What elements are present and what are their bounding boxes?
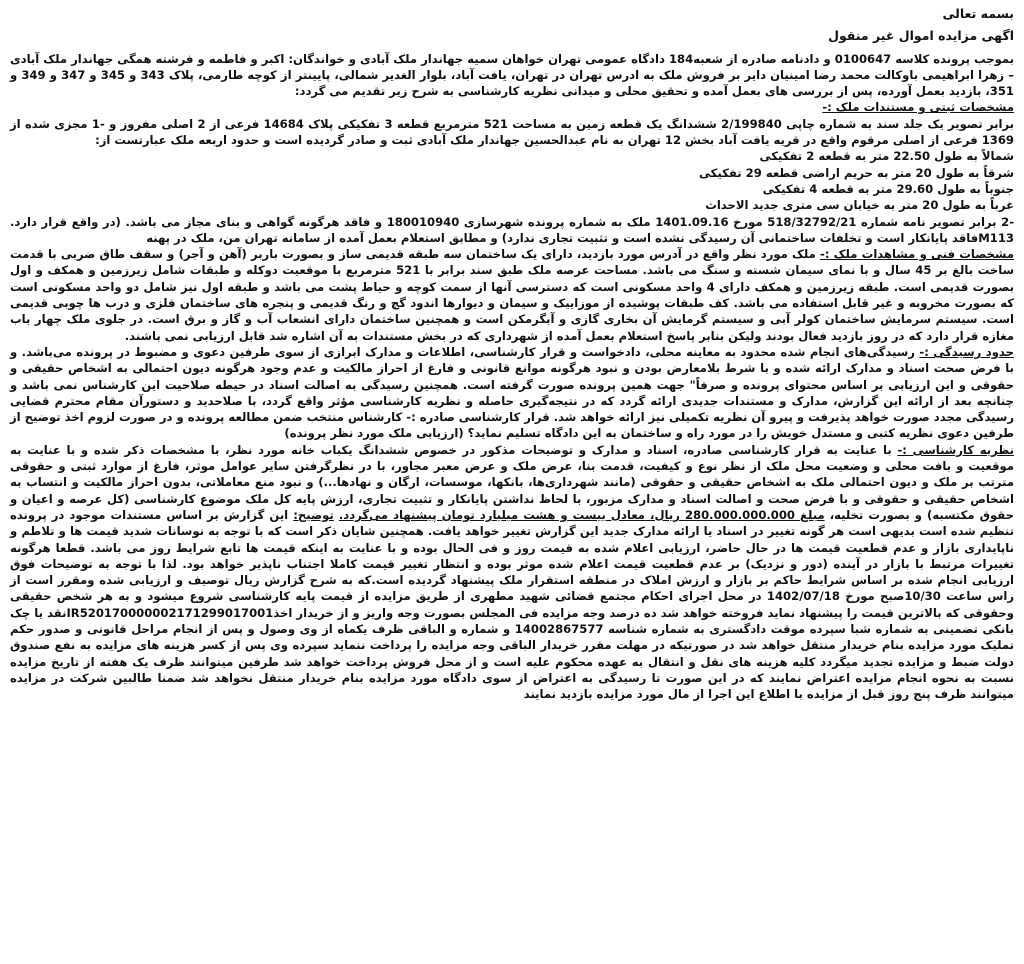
border-south: جنوباً به طول 29.60 متر به قطعه 4 تفکیکی [762,181,1014,196]
registry-heading: مشخصات ثبتی و مستندات ملک :- [822,100,1014,115]
auction-terms-text: این گزارش بر اساس مستندات موجود در پرونده تنظیم شده است بدیهی است هر گونه تغییر در اسناد یا ارائه مدارک جدید این گزارش تغییر خواهد یافت. همچنین شایان ذکر است که با توجه به نوسانات شدید قیمت ها و تلاطم و ناپایداری بازار و عدم قطعیت قیمت ها در حال حاضر، ارزیابی اعلام شده به قیمت روز و فی الحال بوده و با عنایت به اینکه قیمت ها تابع شرایط روز می باشد. قطعا هرگونه تغییرات مرتبط با بازار در آینده (دور و نزدیک) بر عدم قطعیت قیمت اعلام شده موثر بوده و انتظار تغییر قیمت کاملا اجتناب ناپذیر خواهد بود. لذا با توجه به توضیحات فوق ارزیابی انجام شده بر اساس شرایط حاکم بر بازار و ارزش املاک در منطقه استقرار ملک پیشنهاد گردیده است.که به شرح گزارش ریال توصیف و ارزیابی شده ومقرر است از راس ساعت 10/30صبح مورخ 1402/07/18 در محل اجرای احکام مجتمع قضائی شهید مطهری از طریق مزایده از قیمت پایه کارشناسی شروع میشود و به هر شخص حقیقی وحقوقی که بالاترین قیمت را پیشنهاد نماید فروخته خواهد شد ده درصد وجه مزایده فی المجلس بصورت وجه واریز و از خریدار اخذIR520170000002171299017001نقد یا چک بانکی تضمینی به شماره شبا سپرده موقت دادگستری به شماره شناسه 14002867577 و شماره و الباقی ظرف یکماه از وی وصول و پس از انجام مراحل قانونی و صدور حکم تملیک مورد مزایده بنام خریدار منتقل خواهد شد در صورتیکه در مهلت مقرر خریدار الباقی وجه مزایده را پرداخت ننماید سپرده وی پس از کسر هزینه های مزایده به نفع صندوق دولت ضبط و مزایده تجدید میگردد کلیه هزینه های نقل و انتقال به عهده محکوم علیه است و از محل فروش پرداخت خواهد شد طرفین میتوانند ظرف یک هفته از تاریخ مزایده نسبت به نحوه انجام مزایده اعتراض نمایند که در این صورت تا رسیدگی به اعتراض از سوی دادگاه مورد مزایده بنام خریدار منتقل نخواهد شد ضمنا طالبین شرکت در مزایده میتوانند ظرف پنج روز قبل از مزایده با اطلاع این اجرا از مال مورد مزایده بازدید نمایند [10,507,1015,702]
note-label: توضیح: [293,507,334,522]
intro-paragraph: بموجب پرونده کلاسه 0100647 و دادنامه صادره از شعبه184 دادگاه عمومی تهران خواهان سمیه جهاندار ملک آبادی و خواندگان: اکبر و فاطمه و فرشته همگی جهاندار ملک آبادی – زهرا ابراهیمی باوکالت محمد رضا امینیان دایر بر فروش ملک به ادرس تهران در تهران، یافت آباد، بلوار الغدیر شمالی، پایینتر از کوچه طارمی، پلاک 343 و 345 و 347 و 349 و 351، بازدید بعمل آورده، پس از بررسی های بعمل آمده و تحقیق محلی و میدانی نظریه کارشناسی به شرح زیر تقدیم می گردد: [10,51,1014,99]
registry-item-1: برابر تصویر یک جلد سند به شماره چاپی 2/199840 ششدانگ یک قطعه زمین به مساحت 521 مترمربع قطعه 3 تفکیکی پلاک 14684 فرعی از 2 اصلی مفروز و -1 مجزی شده از 1369 فرعی از اصلی مرقوم واقع در قریه یافت آباد بخش 12 تهران به نام عبدالحسین جهاندار ملک آبادی ثبت و صادر گردیده است و حدود اربعه ملک عبارتست از: [10,116,1015,148]
border-west: غرباً به طول 20 متر به خیابان سی متری جدید الاحداث [705,198,1014,213]
scope-paragraph [10,344,1014,442]
technical-text: ملک مورد نظر واقع در آدرس مورد بازدید، دارای یک ساختمان سه طبقه قدیمی ساز و بصورت باربر (آهن و آجر) و سقف طاق ضربی با قدمت ساخت بالغ بر 45 سال و با نمای سیمان شسته و سنگ می باشد. مساحت عرصه ملک طبق سند برابر با 521 مترمربع با موقعیت دوکله و طبقات شامل زیرزمین و همکف و اول بصورت قدیمی است. طبقه زیرزمین و همکف دارای 4 واحد مسکونی است که دسترسی آنها از سمت کوچه و حیاط پشت می باشد و طبقه اول نیز شامل دو واحد مسکونی است که بصورت مخروبه و غیر قابل استفاده می باشد. کف طبقات پوشیده از موزاییک و سیمان و دیوارها اندود گچ و رنگ قدیمی و پنجره های ساختمان فلزی و درب ها چوبی قدیمی است. سیستم سرمایش ساختمان کولر آبی و سیستم گرمایش آن بخاری گازی و آبگرمکن است و همچنین ساختمان دارای انشعاب آب و گاز و برق است. در جلوی ملک چهار باب مغازه قرار دارد که در روز بازدید فعال بودند ولیکن بنابر پاسخ استعلام بعمل آمده از شهرداری که در بخش مستندات به آن اشاره شد قابل ارزیابی نمی باشند. [10,247,1014,343]
appraised-price: مبلغ 280.000.000.000 ریال، معادل بیست و هشت میلیارد تومان پیشنهاد می‌گردد. [338,507,825,522]
opinion-paragraph [10,442,1014,703]
technical-paragraph [10,246,1014,344]
opinion-heading: نظریه کارشناسی :- [897,442,1015,457]
registry-item-2: -2 برابر تصویر نامه شماره 518/32792/21 مورخ 1401.09.16 ملک به شماره پرونده شهرسازی 180010940 و فاقد هرگونه گواهی و بنای مجاز می باشد. (در واقع قرار دارد. M113فاقد پایانکار است و تخلفات ساختمانی آن رسیدگی نشده است و تثبیت تجاری ندارد) و مطابق استعلام بعمل آمده از سامانه تهران من، ملک در پهنه [10,214,1015,245]
technical-heading: مشخصات فنی و مشاهدات ملک :- [820,247,1014,262]
basmala: بسمه تعالی [942,6,1014,21]
notice-title: اگهی مزایده اموال غیر منقول [828,28,1014,44]
scope-text: رسیدگی‌های انجام شده محدود به معاینه محلی، دادخواست و قرار کارشناسی، اطلاعات و مدارک ابرازی از سوی طرفین دعوی و مضبوط در پرونده می‌باشد. و با فرض صحت اسناد و مدارک ارائه شده و با شرط بلامعارض بودن و نبود هرگونه موانع قانونی و فارغ از احراز مالکیت و عدم وجود هرگونه دیون احتمالی به اشخاص حقیقی و حقوقی و این ارزیابی بر اساس محتوای پرونده و صرفاً" جهت همین پرونده صورت گرفته است. همچنین رسیدگی به اصالت اسناد در حیطه صلاحیت این کارشناس نمی باشد و چنانچه بعد از ارائه این گزارش، مدارک و مستندات جدیدی ارائه گردد که در نتیجه‌گیری حاصله و نظریه کارشناسی مؤثر واقع گردد، با صلاحدید و دستورآن مقام محترم قضایی رسیدگی مجدد صورت خواهد پذیرفت و پیرو آن نظریه تکمیلی نیز ارائه خواهد شد. قرار کارشناسی صادره :- کارشناس منتخب ضمن مطالعه پرونده و در صورت لزوم اخذ توضیح از طرفین دعوی نظریه کتبی و مستدل خویش را در مورد راه و ساختمان به این دادگاه تسلیم نماید؟ (ارزیابی ملک مورد نظر پرونده) [9,344,1014,441]
border-north: شمالاً به طول 22.50 متر به قطعه 2 تفکیکی [759,149,1014,164]
scope-heading: حدود رسیدگی :- [919,344,1014,359]
opinion-text: با عنایت به قرار کارشناسی صادره، اسناد و مدارک و توضیحات مذکور در خصوص ششدانگ یکباب خانه مورد نظر، با مشخصات ذکر شده و با عنایت به موقعیت و بافت محلی و وضعیت محل ملک از نظر نوع و کیفیت، قدمت بنا، عرض ملک و عرض معبر مجاور، با در نظرگرفتن سایر عوامل موثر، فارغ از موارد ثبتی و حقوقی مترتب بر ملک و دیون احتمالی ملک به اشخاص حقیقی و حقوقی (مانند شهرداری‌ها، بانکها، موسسات، ارگان و نهادها...) و نبود منع معاملاتی، بدون احراز مالکیت و انتساب به اشخاص حقیقی و حقوقی و با فرض صحت و اصالت اسناد و مدارک مزبور، با لحاظ نداشتن پایانکار و تثبیت تجاری، ارزش پایه کل ملک موضوع کارشناسی (کل عرصه و اعیان و حقوق مکتسبه) و بصورت تخلیه، [10,442,1014,522]
border-east: شرقاً به طول 20 متر به حریم اراضی قطعه 29 تفکیکی [698,165,1014,180]
